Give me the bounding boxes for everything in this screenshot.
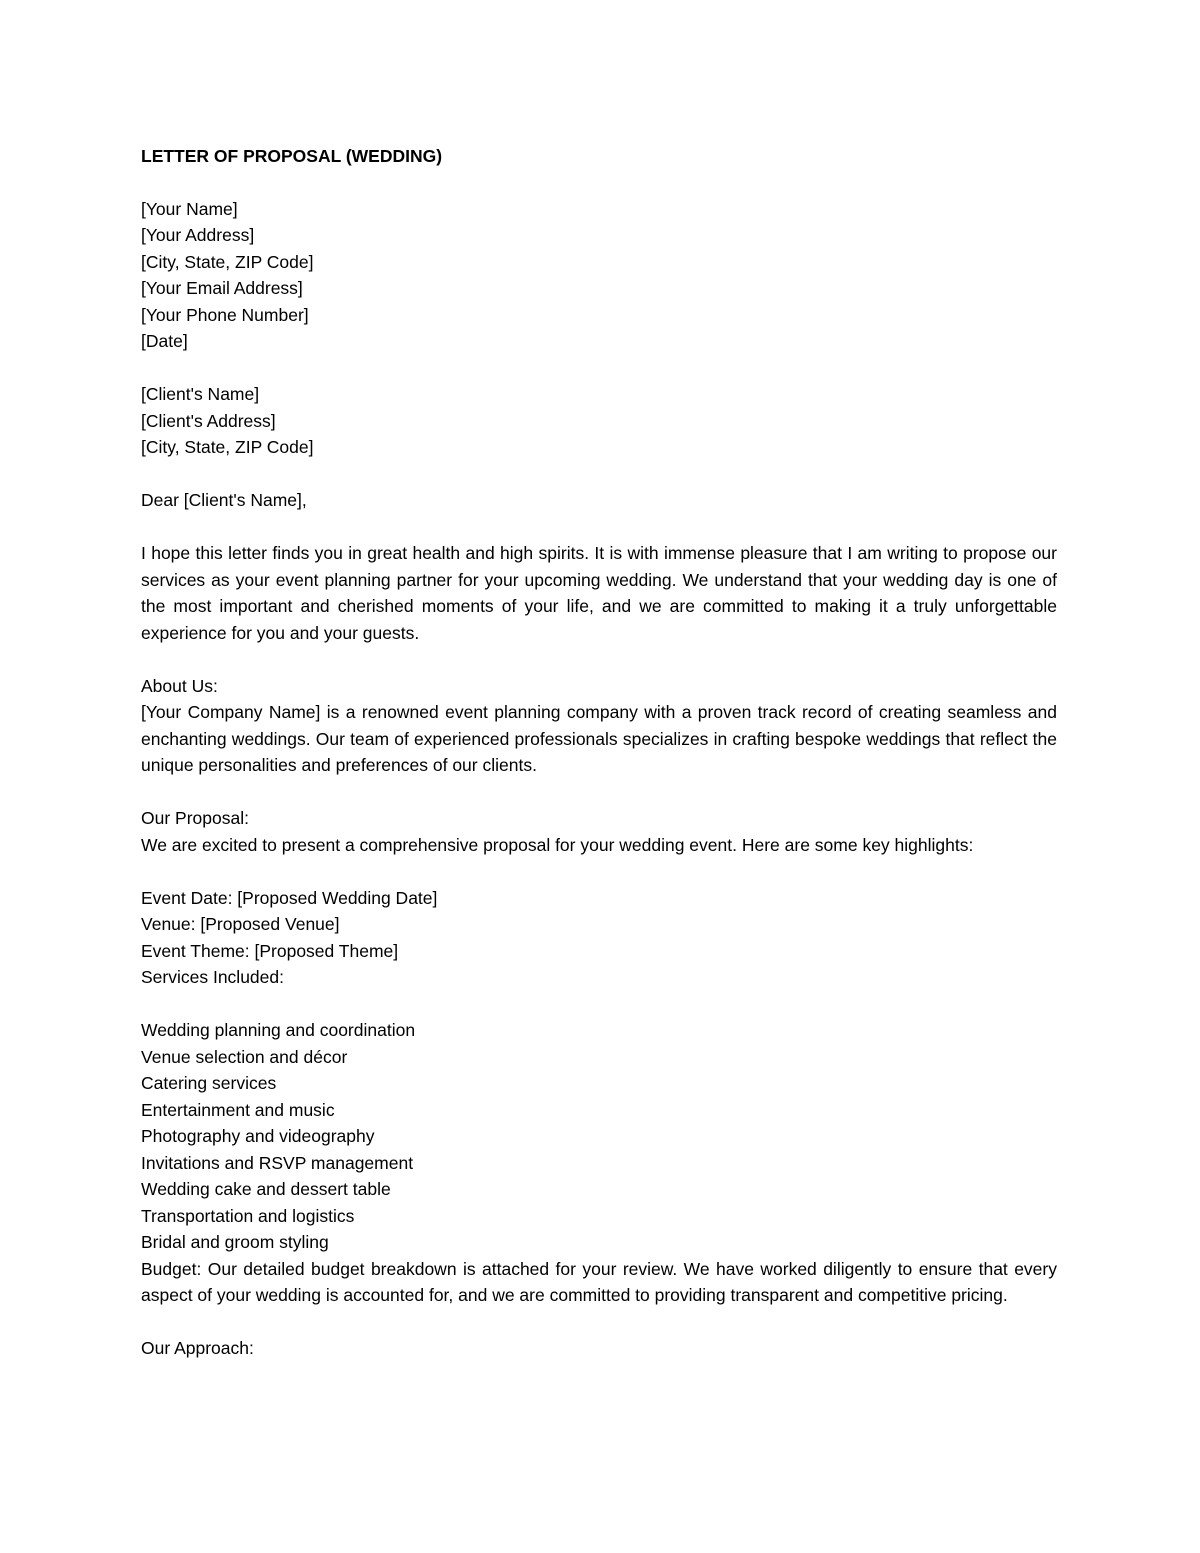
services-included-label: Services Included: xyxy=(141,967,284,987)
about-heading: About Us: xyxy=(141,675,218,696)
sender-phone: [Your Phone Number] xyxy=(141,304,309,325)
client-name: [Client's Name] xyxy=(141,384,260,404)
about-paragraph: [Your Company Name] is a renowned event planning company with a proven track record of creating seamless and enchanting weddings. Our team of experienced professionals specializes in crafting bespoke weddings that reflect the unique personalities and preferences of our clients. xyxy=(141,702,1057,775)
list-item: Venue selection and décor xyxy=(141,1046,348,1067)
approach-section xyxy=(141,1335,1057,1362)
letter-title: LETTER OF PROPOSAL (WEDDING) xyxy=(141,146,443,166)
list-item: Invitations and RSVP management xyxy=(141,1152,414,1173)
budget-paragraph: Budget: Our detailed budget breakdown is attached for your review. We have worked diligently to ensure that every aspect of your wedding is accounted for, and we are committed to providing transparent and competitive pricing. xyxy=(141,1258,1057,1305)
about-section xyxy=(141,673,1057,779)
sender-address: [Your Address] xyxy=(141,225,255,245)
list-item: Catering services xyxy=(141,1073,277,1093)
proposal-section xyxy=(141,805,1057,858)
list-item: Wedding planning and coordination xyxy=(141,1020,416,1040)
sender-address-block xyxy=(141,196,1057,355)
letter-body xyxy=(141,143,1057,1388)
list-item: Entertainment and music xyxy=(141,1099,335,1120)
list-item: Bridal and groom styling xyxy=(141,1232,329,1252)
intro-paragraph: I hope this letter finds you in great health and high spirits. It is with immense pleasure that I am writing to propose our services as your event planning partner for your upcoming wedding. We understand that your wedding day is one of the most important and cherished moments of your life, and we are committed to making it a truly unforgettable experience for you and your guests. xyxy=(141,543,1057,643)
list-item: Transportation and logistics xyxy=(141,1205,355,1226)
letter-date: [Date] xyxy=(141,331,188,351)
recipient-address-block xyxy=(141,381,1057,461)
event-venue: Venue: [Proposed Venue] xyxy=(141,914,340,934)
client-city-state-zip: [City, State, ZIP Code] xyxy=(141,437,314,457)
services-list xyxy=(141,1017,1057,1256)
event-details xyxy=(141,885,1057,991)
sender-email: [Your Email Address] xyxy=(141,278,303,298)
list-item: Photography and videography xyxy=(141,1126,375,1146)
proposal-heading: Our Proposal: xyxy=(141,808,249,828)
client-address: [Client's Address] xyxy=(141,410,276,431)
sender-city-state-zip: [City, State, ZIP Code] xyxy=(141,251,314,272)
salutation-text: Dear [Client's Name], xyxy=(141,490,307,510)
sender-name: [Your Name] xyxy=(141,198,238,219)
list-item: Wedding cake and dessert table xyxy=(141,1179,391,1199)
event-theme: Event Theme: [Proposed Theme] xyxy=(141,940,399,961)
event-date: Event Date: [Proposed Wedding Date] xyxy=(141,887,438,908)
salutation xyxy=(141,487,1057,514)
approach-heading: Our Approach: xyxy=(141,1338,254,1358)
proposal-paragraph: We are excited to present a comprehensive proposal for your wedding event. Here are some key highlights: xyxy=(141,834,974,855)
